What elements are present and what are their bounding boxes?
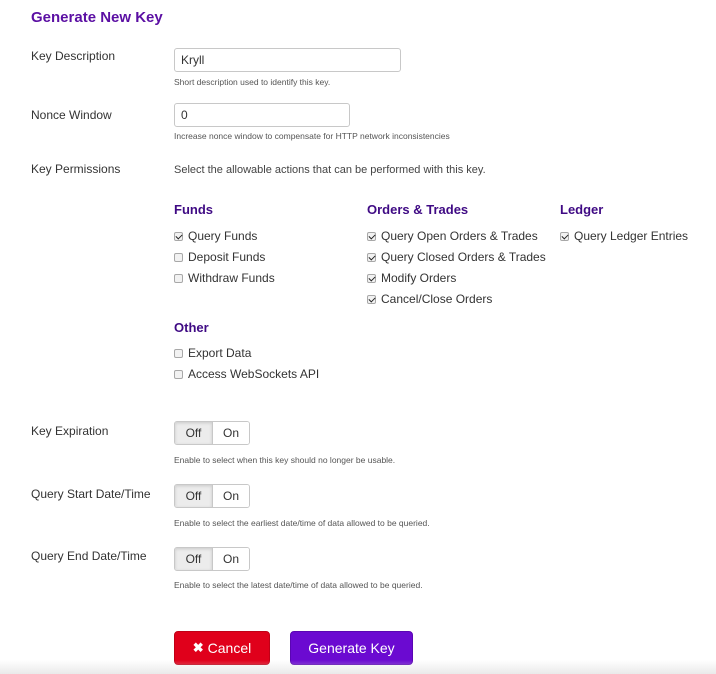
checkbox-box[interactable] [367, 274, 376, 283]
key-description-help: Short description used to identify this key. [174, 77, 331, 87]
checkbox-label: Withdraw Funds [188, 271, 275, 285]
checkbox-box[interactable] [174, 232, 183, 241]
checkbox-label: Modify Orders [381, 271, 457, 285]
group-title-ledger: Ledger [560, 202, 604, 217]
toggle-on-button[interactable]: On [212, 485, 249, 507]
query-start-help: Enable to select the earliest date/time of data allowed to be queried. [174, 518, 430, 528]
query-end-toggle[interactable] [174, 547, 250, 571]
query-end-label: Query End Date/Time [31, 549, 147, 563]
key-permissions-description: Select the allowable actions that can be performed with this key. [174, 164, 486, 176]
checkbox-box[interactable] [367, 253, 376, 262]
key-permissions-label: Key Permissions [31, 162, 121, 176]
query-start-label: Query Start Date/Time [31, 487, 151, 501]
checkbox-label: Query Ledger Entries [574, 229, 689, 243]
group-title-other: Other [174, 320, 209, 335]
checkbox-query-funds[interactable] [174, 229, 257, 243]
checkbox-modify-orders[interactable] [367, 271, 456, 285]
checkbox-box[interactable] [174, 274, 183, 283]
checkbox-box[interactable] [560, 232, 569, 241]
checkbox-label: Access WebSockets API [188, 367, 320, 381]
toggle-off-button[interactable]: Off [175, 485, 212, 507]
cancel-button-label: Cancel [207, 640, 252, 656]
checkbox-label: Query Closed Orders & Trades [381, 250, 546, 264]
key-expiration-toggle[interactable] [174, 421, 250, 445]
checkbox-deposit-funds[interactable] [174, 250, 265, 264]
checkbox-box[interactable] [174, 253, 183, 262]
key-expiration-help: Enable to select when this key should no longer be usable. [174, 455, 396, 465]
checkbox-label: Query Funds [188, 229, 258, 243]
checkbox-label: Deposit Funds [188, 250, 266, 264]
checkbox-query-closed-orders[interactable] [367, 250, 546, 264]
checkbox-access-websockets-api[interactable] [174, 367, 319, 381]
key-expiration-label: Key Expiration [31, 424, 109, 438]
checkbox-withdraw-funds[interactable] [174, 271, 275, 285]
group-title-orders-trades: Orders & Trades [367, 202, 469, 217]
nonce-window-help: Increase nonce window to compensate for HTTP network inconsistencies [174, 131, 450, 141]
checkbox-export-data[interactable] [174, 346, 251, 360]
checkbox-cancel-close-orders[interactable] [367, 292, 492, 306]
checkbox-box[interactable] [367, 295, 376, 304]
checkbox-query-open-orders[interactable] [367, 229, 538, 243]
generate-key-button[interactable]: Generate Key [290, 631, 413, 665]
nonce-window-label: Nonce Window [31, 108, 112, 122]
checkbox-label: Query Open Orders & Trades [381, 229, 538, 243]
toggle-on-button[interactable]: On [212, 422, 249, 444]
key-description-label: Key Description [31, 49, 116, 63]
nonce-window-input[interactable] [174, 103, 350, 127]
checkbox-query-ledger-entries[interactable] [560, 229, 688, 243]
checkbox-label: Export Data [188, 346, 252, 360]
close-icon: ✖ [192, 640, 204, 655]
query-end-help: Enable to select the latest date/time of data allowed to be queried. [174, 580, 423, 590]
key-description-input[interactable] [174, 48, 401, 72]
checkbox-box[interactable] [367, 232, 376, 241]
toggle-on-button[interactable]: On [212, 548, 249, 570]
page-title: Generate New Key [31, 9, 163, 26]
checkbox-label: Cancel/Close Orders [381, 292, 493, 306]
bottom-shadow [0, 660, 716, 674]
group-title-funds: Funds [174, 202, 213, 217]
toggle-off-button[interactable]: Off [175, 548, 212, 570]
checkbox-box[interactable] [174, 349, 183, 358]
query-start-toggle[interactable] [174, 484, 250, 508]
toggle-off-button[interactable]: Off [175, 422, 212, 444]
checkbox-box[interactable] [174, 370, 183, 379]
